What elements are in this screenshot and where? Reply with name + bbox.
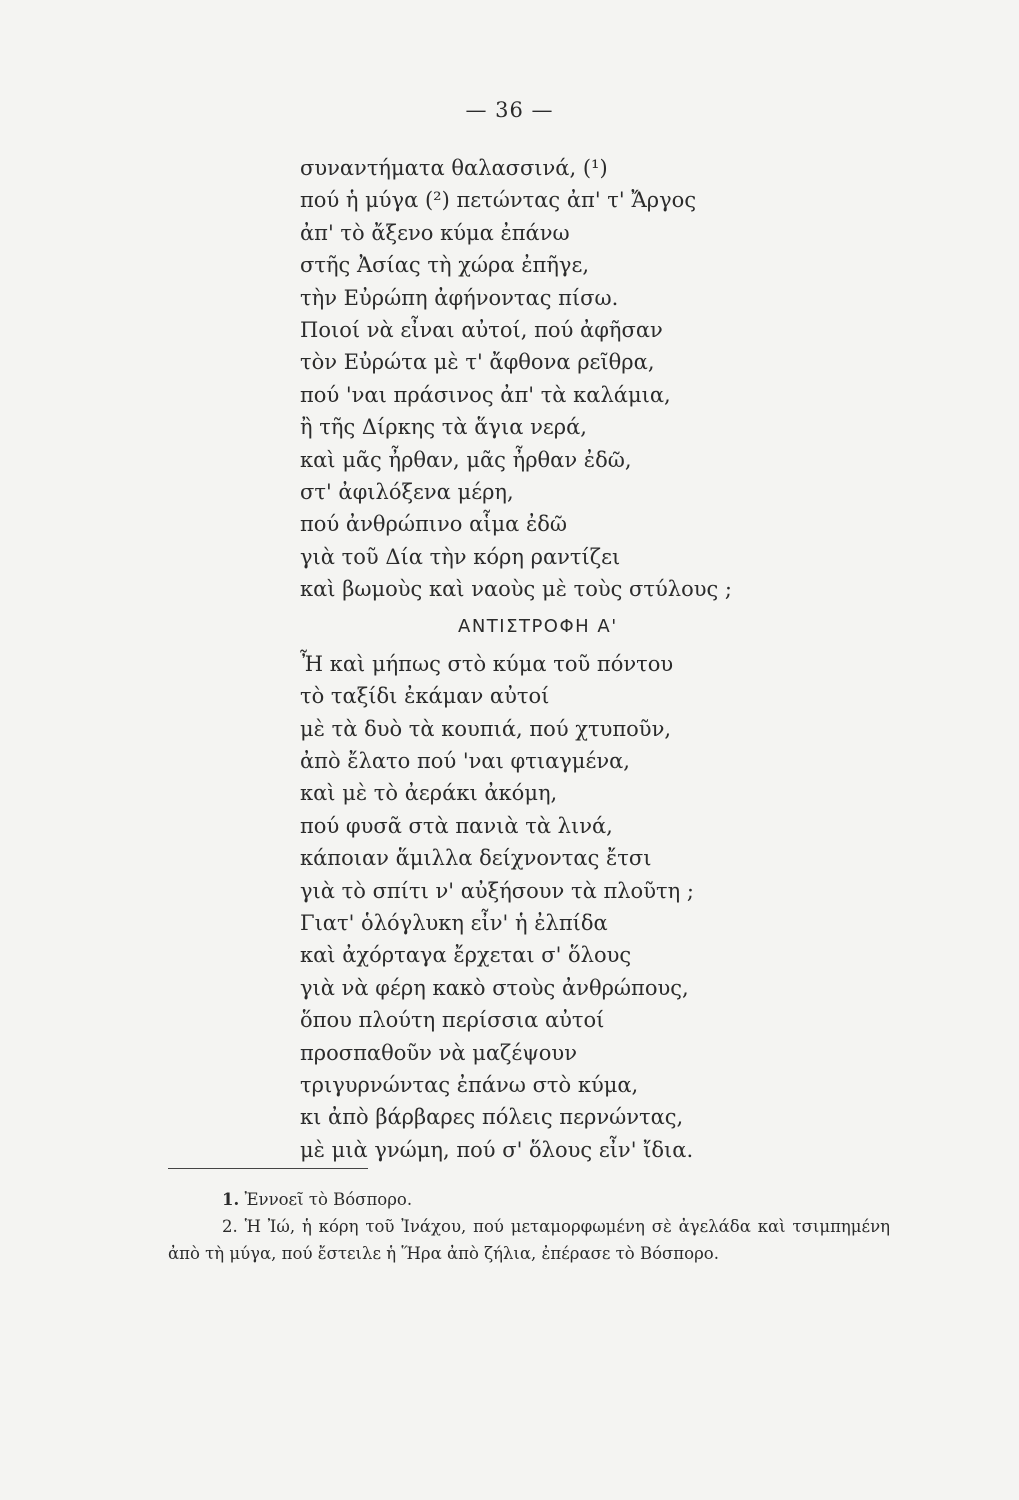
footnote-divider: [168, 1168, 368, 1169]
verse-line: γιὰ νὰ φέρη κακὸ στοὺς ἀνθρώπους,: [300, 975, 689, 1000]
verse-line: μὲ μιὰ γνώμη, πού σ' ὅλους εἶν' ἴδια.: [300, 1137, 694, 1162]
verse-line: Ἦ καὶ μήπως στὸ κύμα τοῦ πόντου: [300, 651, 674, 676]
verse-line: στῆς Ἀσίας τὴ χώρα ἐπῆγε,: [300, 253, 590, 278]
stanza-1: [300, 152, 960, 606]
footnote-1: [168, 1186, 890, 1213]
verse-line: γιὰ τὸ σπίτι ν' αὐξήσουν τὰ πλοῦτη ;: [300, 878, 694, 903]
stanza-2: [300, 648, 960, 1167]
verse-line: ἀπὸ ἔλατο πού 'ναι φτιαγμένα,: [300, 748, 630, 773]
verse-line: μὲ τὰ δυὸ τὰ κουπιά, πού χτυποῦν,: [300, 716, 672, 741]
verse-line: τὸν Εὐρώτα μὲ τ' ἄφθονα ρεῖθρα,: [300, 350, 655, 375]
verse-line: συναντήματα θαλασσινά, (¹): [300, 156, 608, 180]
verse-line: καὶ μὲ τὸ ἀεράκι ἀκόμη,: [300, 781, 558, 806]
verse-line: πού ἡ μύγα (²) πετώντας ἀπ' τ' Ἄργος: [300, 188, 697, 213]
strophe-heading: ΑΝΤΙΣΤΡΟΦΗ Α': [458, 615, 618, 637]
verse-line: ἀπ' τὸ ἄξενο κύμα ἐπάνω: [300, 220, 570, 245]
verse-line: Ποιοί νὰ εἶναι αὐτοί, πού ἀφῆσαν: [300, 318, 663, 343]
verse-line: καὶ μᾶς ἦρθαν, μᾶς ἦρθαν ἐδῶ,: [300, 447, 632, 472]
verse-body: [300, 152, 960, 1166]
footnote-text: Ἡ Ἰώ, ἡ κόρη τοῦ Ἰνάχου, πού μεταμορφωμένη σὲ ἀγελάδα καὶ τσιμπημένη ἀπὸ τὴ μύγα, πού ἔστειλε ἡ Ἥρα ἀπὸ ζήλια, ἐπέρασε τὸ Βόσπορο.: [168, 1217, 890, 1263]
verse-line: Γιατ' ὁλόγλυκη εἶν' ἡ ἐλπίδα: [300, 910, 608, 935]
verse-line: ἢ τῆς Δίρκης τὰ ἅγια νερά,: [300, 415, 587, 440]
verse-line: κάποιαν ἅμιλλα δείχνοντας ἔτσι: [300, 846, 652, 871]
verse-line: τριγυρνώντας ἐπάνω στὸ κύμα,: [300, 1072, 639, 1097]
page-number: — 36 —: [465, 98, 554, 122]
verse-line: προσπαθοῦν νὰ μαζέψουν: [300, 1040, 577, 1065]
verse-line: ὅπου πλούτη περίσσια αὐτοί: [300, 1008, 605, 1033]
verse-line: τὴν Εὐρώπη ἀφήνοντας πίσω.: [300, 285, 619, 310]
verse-line: στ' ἀφιλόξενα μέρη,: [300, 480, 514, 505]
verse-line: καὶ ἀχόρταγα ἔρχεται σ' ὅλους: [300, 943, 632, 968]
verse-line: πού φυσᾶ στὰ πανιὰ τὰ λινά,: [300, 813, 613, 838]
verse-line: κι ἀπὸ βάρβαρες πόλεις περνώντας,: [300, 1105, 684, 1130]
verse-line: καὶ βωμοὺς καὶ ναοὺς μὲ τοὺς στύλους ;: [300, 577, 732, 602]
verse-line: γιὰ τοῦ Δία τὴν κόρη ραντίζει: [300, 544, 621, 569]
verse-line: τὸ ταξίδι ἐκάμαν αὐτοί: [300, 684, 550, 709]
footnote-text: Ἐννοεῖ τὸ Βόσπορο.: [244, 1190, 413, 1209]
verse-line: πού 'ναι πράσινος ἀπ' τὰ καλάμια,: [300, 382, 671, 407]
verse-line: πού ἀνθρώπινο αἷμα ἐδῶ: [300, 512, 568, 537]
footnotes: [168, 1186, 890, 1267]
footnote-2: [168, 1213, 890, 1267]
footnote-number: 2.: [222, 1217, 238, 1236]
footnote-number: 1.: [222, 1190, 240, 1209]
